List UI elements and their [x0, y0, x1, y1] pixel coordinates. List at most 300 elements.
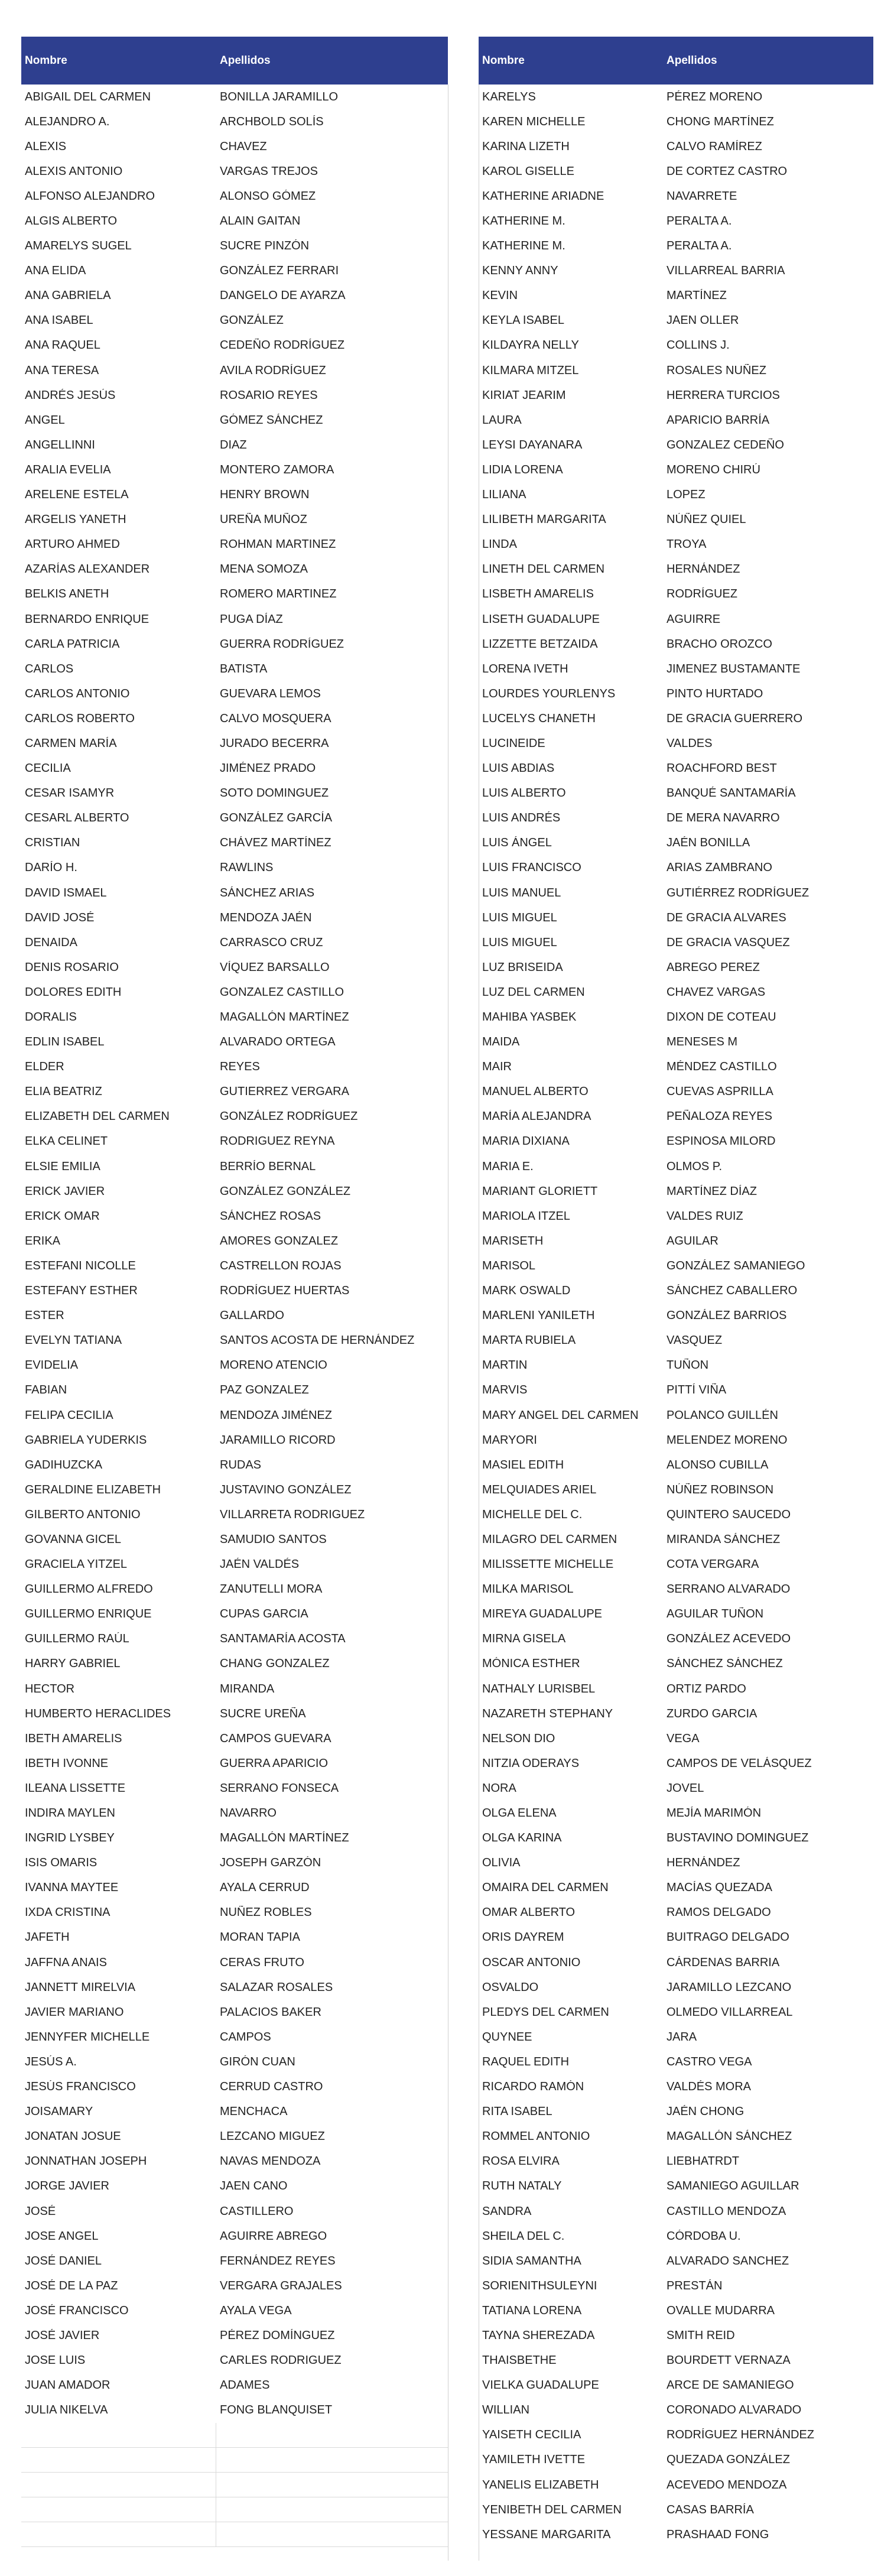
table-row: [479, 980, 873, 1005]
nombre-cell: ANA GABRIELA: [25, 289, 111, 303]
nombre-cell: ALEXIS: [25, 139, 67, 153]
table-row: [21, 1552, 448, 1577]
apellidos-cell: NÚÑEZ QUIEL: [667, 513, 746, 527]
nombre-cell: MARÍA ALEJANDRA: [482, 1110, 591, 1123]
apellidos-cell: SANTAMARÍA ACOSTA: [220, 1632, 346, 1646]
apellidos-cell: LEZCANO MIGUEZ: [220, 2130, 325, 2143]
apellidos-cell: JARA: [667, 2030, 697, 2044]
apellidos-cell: MIRANDA SÁNCHEZ: [667, 1532, 781, 1546]
table-row: [21, 1826, 448, 1851]
nombre-cell: OSCAR ANTONIO: [482, 1955, 581, 1969]
apellidos-cell: QUEZADA GONZÁLEZ: [667, 2453, 790, 2467]
table-row: [21, 184, 448, 209]
apellidos-cell: NAVARRO: [220, 1807, 277, 1820]
apellidos-cell: VALDÉS MORA: [667, 2080, 751, 2094]
apellidos-cell: PÉREZ DOMÍNGUEZ: [220, 2328, 335, 2342]
nombre-cell: GOVANNA GICEL: [25, 1532, 122, 1546]
table-row: [479, 905, 873, 930]
table-row: [479, 881, 873, 905]
table-row: [479, 184, 873, 209]
table-row: [21, 1005, 448, 1029]
nombre-cell: NORA: [482, 1781, 516, 1795]
table-row: [21, 1602, 448, 1627]
apellidos-cell: GUERRA RODRÍGUEZ: [220, 637, 344, 651]
apellidos-cell: JOSEPH GARZÓN: [220, 1856, 321, 1870]
table-row: [479, 333, 873, 358]
table-row: [21, 284, 448, 308]
nombre-cell: GUILLERMO RAÚL: [25, 1632, 129, 1646]
apellidos-cell: CERRUD CASTRO: [220, 2080, 323, 2094]
table-row: [21, 2000, 448, 2025]
nombre-cell: LUCINEIDE: [482, 736, 545, 750]
table-row: [21, 1055, 448, 1080]
apellidos-cell: CEDEÑO RODRÍGUEZ: [220, 339, 345, 352]
apellidos-cell: ABREGO PEREZ: [667, 960, 760, 974]
table-row: [479, 806, 873, 831]
nombre-cell: DAVID JOSÉ: [25, 911, 95, 924]
nombre-cell: LUIS ABDIAS: [482, 762, 555, 775]
nombre-cell: KATHERINE ARIADNE: [482, 189, 604, 203]
apellidos-cell: JIMÉNEZ PRADO: [220, 762, 316, 775]
apellidos-cell: MAGALLÓN MARTÍNEZ: [220, 1831, 349, 1845]
nombre-cell: JAFFNA ANAIS: [25, 1955, 107, 1969]
table-row: [479, 706, 873, 731]
table-row: [479, 1950, 873, 1975]
table-row: [21, 333, 448, 358]
apellidos-cell: GONZÁLEZ FERRARI: [220, 264, 339, 278]
table-row: [21, 1403, 448, 1428]
table-row: [479, 483, 873, 508]
nombre-cell: ARALIA EVELIA: [25, 463, 111, 476]
table-row: [21, 234, 448, 259]
table-row: [21, 582, 448, 607]
apellidos-cell: RODRÍGUEZ HERNÁNDEZ: [667, 2428, 815, 2442]
nombre-cell: ALFONSO ALEJANDRO: [25, 189, 155, 203]
table-row: [479, 508, 873, 532]
empty-table-row: [21, 2473, 448, 2497]
header-apellidos: Apellidos: [220, 54, 271, 67]
table-row: [479, 1577, 873, 1602]
apellidos-cell: MELENDEZ MORENO: [667, 1433, 788, 1447]
table-row: [479, 582, 873, 607]
nombre-cell: INDIRA MAYLEN: [25, 1807, 115, 1820]
table-row: [21, 85, 448, 109]
empty-cell: [21, 2522, 216, 2547]
table-row: [21, 109, 448, 134]
header-gap: [448, 37, 479, 85]
apellidos-cell: DANGELO DE AYARZA: [220, 289, 346, 303]
table-row: [479, 85, 873, 109]
nombre-cell: MAIR: [482, 1060, 512, 1074]
nombre-cell: KILMARA MITZEL: [482, 363, 579, 377]
apellidos-cell: AGUIRRE: [667, 612, 721, 626]
apellidos-cell: SOTO DOMINGUEZ: [220, 787, 329, 800]
nombre-cell: NAZARETH STEPHANY: [482, 1707, 613, 1720]
table-row: [21, 557, 448, 582]
table-row: [479, 1652, 873, 1677]
nombre-cell: MARIA DIXIANA: [482, 1135, 570, 1148]
apellidos-cell: MORENO ATENCIO: [220, 1359, 327, 1372]
table-row: [479, 358, 873, 383]
table-row: [21, 955, 448, 980]
apellidos-cell: AGUIRRE ABREGO: [220, 2229, 327, 2243]
nombre-cell: INGRID LYSBEY: [25, 1831, 115, 1845]
nombre-cell: ELSIE EMILIA: [25, 1159, 100, 1173]
nombre-cell: MILAGRO DEL CARMEN: [482, 1532, 617, 1546]
nombre-cell: RAQUEL EDITH: [482, 2055, 570, 2068]
nombre-cell: ELDER: [25, 1060, 64, 1074]
table-row: [479, 408, 873, 433]
table-row: [479, 1975, 873, 2000]
apellidos-cell: CALVO MOSQUERA: [220, 712, 331, 725]
table-row: [21, 1353, 448, 1378]
empty-cell: [21, 2497, 216, 2522]
table-row: [479, 1428, 873, 1453]
nombre-cell: ABIGAIL DEL CARMEN: [25, 90, 151, 103]
nombre-cell: SANDRA: [482, 2204, 532, 2218]
apellidos-cell: JAÉN VALDÉS: [220, 1558, 300, 1571]
nombre-cell: JESÚS FRANCISCO: [25, 2080, 136, 2094]
apellidos-cell: NÚÑEZ ROBINSON: [667, 1483, 774, 1496]
table-row: [21, 483, 448, 508]
nombre-cell: JAFETH: [25, 1931, 70, 1944]
apellidos-cell: CUEVAS ASPRILLA: [667, 1085, 773, 1099]
table-row: [479, 2199, 873, 2224]
nombre-cell: DORALIS: [25, 1011, 77, 1024]
table-row: [21, 1154, 448, 1179]
nombre-cell: JANNETT MIRELVIA: [25, 1980, 136, 1994]
apellidos-cell: SUCRE UREÑA: [220, 1707, 306, 1720]
apellidos-cell: ESPINOSA MILORD: [667, 1135, 776, 1148]
table-row: [479, 1876, 873, 1901]
apellidos-cell: JIMENEZ BUSTAMANTE: [667, 662, 801, 675]
nombre-cell: OMAIRA DEL CARMEN: [482, 1881, 609, 1895]
table-row: [21, 1428, 448, 1453]
nombre-cell: HARRY GABRIEL: [25, 1657, 121, 1671]
apellidos-cell: GUTIERREZ VERGARA: [220, 1085, 349, 1099]
apellidos-cell: NAVARRETE: [667, 189, 737, 203]
nombre-cell: MARISOL: [482, 1259, 536, 1272]
nombre-cell: LEYSI DAYANARA: [482, 438, 583, 451]
apellidos-cell: PEÑALOZA REYES: [667, 1110, 772, 1123]
nombre-cell: KARELYS: [482, 90, 536, 103]
table-row: [21, 2174, 448, 2199]
nombre-cell: CECILIA: [25, 762, 71, 775]
table-row: [21, 2323, 448, 2348]
apellidos-cell: HENRY BROWN: [220, 488, 310, 502]
table-row: [479, 1701, 873, 1726]
table-row: [21, 1701, 448, 1726]
apellidos-cell: AYALA CERRUD: [220, 1881, 310, 1895]
apellidos-cell: JOVEL: [667, 1781, 704, 1795]
apellidos-cell: CASTILLO MENDOZA: [667, 2204, 786, 2218]
table-row: [21, 756, 448, 781]
apellidos-cell: GUTIÉRREZ RODRÍGUEZ: [667, 886, 810, 899]
table-row: [479, 2075, 873, 2100]
nombre-cell: MARTA RUBIELA: [482, 1334, 576, 1347]
table-row: [21, 632, 448, 657]
apellidos-cell: VEGA: [667, 1732, 700, 1745]
nombre-cell: LUIS MIGUEL: [482, 911, 557, 924]
nombre-cell: OSVALDO: [482, 1980, 539, 1994]
nombre-cell: DENAIDA: [25, 935, 77, 949]
nombre-cell: KARINA LIZETH: [482, 139, 570, 153]
nombre-cell: LORENA IVETH: [482, 662, 568, 675]
apellidos-cell: BOURDETT VERNAZA: [667, 2354, 791, 2367]
nombre-cell: ORIS DAYREM: [482, 1931, 564, 1944]
apellidos-cell: PERALTA A.: [667, 239, 732, 253]
nombre-cell: ELIZABETH DEL CARMEN: [25, 1110, 170, 1123]
nombre-cell: LISBETH AMARELIS: [482, 587, 594, 601]
apellidos-cell: BERRÍO BERNAL: [220, 1159, 316, 1173]
table-row: [21, 681, 448, 706]
apellidos-cell: VILLARRETA RODRIGUEZ: [220, 1508, 365, 1521]
nombre-cell: MIRNA GISELA: [482, 1632, 566, 1646]
table-row: [21, 2373, 448, 2398]
apellidos-cell: HERRERA TURCIOS: [667, 388, 780, 402]
apellidos-cell: CHAVEZ: [220, 139, 267, 153]
nombre-cell: YAISETH CECILIA: [482, 2428, 581, 2442]
nombre-cell: IBETH AMARELIS: [25, 1732, 122, 1745]
nombre-cell: GUILLERMO ENRIQUE: [25, 1607, 152, 1621]
table-row: [21, 2273, 448, 2298]
nombre-cell: SIDIA SAMANTHA: [482, 2254, 581, 2268]
nombre-cell: NITZIA ODERAYS: [482, 1756, 580, 1770]
nombre-cell: KAROL GISELLE: [482, 164, 574, 178]
apellidos-cell: BUITRAGO DELGADO: [667, 1931, 789, 1944]
nombre-cell: ARELENE ESTELA: [25, 488, 129, 502]
nombre-cell: NELSON DIO: [482, 1732, 555, 1745]
table-row: [21, 1975, 448, 2000]
table-row: [479, 457, 873, 482]
nombre-cell: MARLENI YANILETH: [482, 1309, 595, 1323]
table-row: [21, 731, 448, 756]
table-row: [479, 284, 873, 308]
apellidos-cell: RODRIGUEZ REYNA: [220, 1135, 335, 1148]
apellidos-cell: RAWLINS: [220, 861, 274, 875]
table-row: [479, 2298, 873, 2323]
apellidos-cell: ROACHFORD BEST: [667, 762, 777, 775]
apellidos-cell: GIRÓN CUAN: [220, 2055, 295, 2068]
nombre-cell: AZARÍAS ALEXANDER: [25, 563, 150, 576]
table-row: [479, 1453, 873, 1477]
apellidos-cell: PRASHAAD FONG: [667, 2528, 769, 2541]
table-row: [21, 1776, 448, 1801]
nombre-cell: ROSA ELVIRA: [482, 2155, 560, 2168]
apellidos-cell: OLMEDO VILLARREAL: [667, 2005, 793, 2019]
nombre-cell: JAVIER MARIANO: [25, 2005, 124, 2019]
nombre-cell: JOSE LUIS: [25, 2354, 86, 2367]
apellidos-cell: FONG BLANQUISET: [220, 2403, 333, 2417]
table-row: [479, 1751, 873, 1776]
nombre-cell: LINETH DEL CARMEN: [482, 563, 605, 576]
table-row: [21, 2398, 448, 2423]
nombre-cell: CARLOS ROBERTO: [25, 712, 135, 725]
nombre-cell: MELQUIADES ARIEL: [482, 1483, 597, 1496]
apellidos-cell: CHAVEZ VARGAS: [667, 985, 766, 999]
nombre-cell: CARMEN MARÍA: [25, 736, 117, 750]
table-row: [21, 433, 448, 457]
apellidos-cell: SÁNCHEZ ARIAS: [220, 886, 315, 899]
table-row: [479, 955, 873, 980]
nombre-cell: JONNATHAN JOSEPH: [25, 2155, 147, 2168]
nombre-cell: CARLOS: [25, 662, 74, 675]
nombre-cell: KEYLA ISABEL: [482, 314, 564, 327]
nombre-cell: MÓNICA ESTHER: [482, 1657, 580, 1671]
nombre-cell: JOSÉ FRANCISCO: [25, 2304, 129, 2317]
table-row: [21, 1129, 448, 1154]
apellidos-cell: MIRANDA: [220, 1682, 275, 1695]
apellidos-cell: APARICIO BARRÍA: [667, 413, 770, 427]
empty-cell: [216, 2473, 448, 2497]
nombre-cell: MILKA MARISOL: [482, 1583, 574, 1596]
apellidos-cell: AYALA VEGA: [220, 2304, 292, 2317]
table-row: [21, 2049, 448, 2074]
nombre-cell: BELKIS ANETH: [25, 587, 109, 601]
nombre-cell: LINDA: [482, 538, 517, 551]
table-row: [21, 308, 448, 333]
apellidos-cell: DE CORTEZ CASTRO: [667, 164, 788, 178]
table-row: [479, 2423, 873, 2448]
empty-table-row: [21, 2448, 448, 2473]
empty-cell: [21, 2423, 216, 2448]
table-row: [479, 1552, 873, 1577]
table-row: [479, 1677, 873, 1701]
table-row: [479, 1229, 873, 1253]
apellidos-cell: JURADO BECERRA: [220, 736, 329, 750]
nombre-cell: JOSÉ: [25, 2204, 56, 2218]
apellidos-cell: ARCE DE SAMANIEGO: [667, 2379, 794, 2392]
nombre-cell: LUZ BRISEIDA: [482, 960, 563, 974]
nombre-cell: GILBERTO ANTONIO: [25, 1508, 141, 1521]
apellidos-cell: LOPEZ: [667, 488, 706, 502]
nombre-cell: CARLA PATRICIA: [25, 637, 120, 651]
table-row: [21, 159, 448, 184]
table-header: [21, 37, 448, 85]
apellidos-cell: CAMPOS GUEVARA: [220, 1732, 331, 1745]
table-row: [21, 980, 448, 1005]
nombre-cell: WILLIAN: [482, 2403, 530, 2417]
apellidos-cell: JAEN OLLER: [667, 314, 739, 327]
table-row: [21, 209, 448, 233]
nombre-cell: AMARELYS SUGEL: [25, 239, 132, 253]
nombre-cell: CESARL ALBERTO: [25, 811, 129, 825]
apellidos-cell: RODRÍGUEZ HUERTAS: [220, 1284, 350, 1298]
apellidos-cell: MORENO CHIRÚ: [667, 463, 760, 476]
apellidos-cell: VALDES: [667, 736, 713, 750]
table-row: [21, 508, 448, 532]
apellidos-cell: RAMOS DELGADO: [667, 1906, 771, 1919]
table-row: [479, 2125, 873, 2149]
nombre-cell: VIELKA GUADALUPE: [482, 2379, 599, 2392]
nombre-cell: ALEJANDRO A.: [25, 115, 110, 128]
apellidos-cell: GUERRA APARICIO: [220, 1756, 329, 1770]
table-row: [479, 2348, 873, 2373]
table-row: [479, 1403, 873, 1428]
nombre-cell: CESAR ISAMYR: [25, 787, 115, 800]
table-row: [479, 2473, 873, 2497]
table-row: [479, 1602, 873, 1627]
nombre-cell: SORIENITHSULEYNI: [482, 2279, 597, 2292]
apellidos-cell: DE MERA NAVARRO: [667, 811, 780, 825]
nombre-cell: LUIS MIGUEL: [482, 935, 557, 949]
apellidos-cell: CASTRELLON ROJAS: [220, 1259, 342, 1272]
table-row: [479, 632, 873, 657]
apellidos-cell: UREÑA MUÑOZ: [220, 513, 307, 527]
apellidos-cell: CAMPOS: [220, 2030, 271, 2044]
table-row: [21, 2025, 448, 2049]
apellidos-cell: MEJÍA MARIMÓN: [667, 1807, 762, 1820]
table-row: [21, 1105, 448, 1129]
apellidos-cell: GALLARDO: [220, 1309, 284, 1323]
nombre-cell: LUIS ANDRÉS: [482, 811, 561, 825]
nombre-cell: ELKA CELINET: [25, 1135, 108, 1148]
apellidos-cell: GONZÁLEZ BARRIOS: [667, 1309, 787, 1323]
apellidos-cell: CARRASCO CRUZ: [220, 935, 323, 949]
apellidos-cell: CUPAS GARCIA: [220, 1607, 308, 1621]
empty-cell: [216, 2497, 448, 2522]
apellidos-cell: VERGARA GRAJALES: [220, 2279, 342, 2292]
nombre-cell: ANA ISABEL: [25, 314, 93, 327]
apellidos-cell: TUÑON: [667, 1359, 709, 1372]
table-row: [479, 2000, 873, 2025]
apellidos-cell: SERRANO ALVARADO: [667, 1583, 791, 1596]
nombre-cell: MAIDA: [482, 1035, 520, 1049]
nombre-cell: IXDA CRISTINA: [25, 1906, 110, 1919]
apellidos-cell: GONZÁLEZ ACEVEDO: [667, 1632, 791, 1646]
apellidos-cell: RODRÍGUEZ: [667, 587, 737, 601]
apellidos-cell: MENA SOMOZA: [220, 563, 308, 576]
apellidos-cell: SERRANO FONSECA: [220, 1781, 339, 1795]
apellidos-cell: PITTÍ VIÑA: [667, 1383, 727, 1397]
nombre-cell: KILDAYRA NELLY: [482, 339, 579, 352]
apellidos-cell: CALVO RAMÍREZ: [667, 139, 762, 153]
table-row: [479, 532, 873, 557]
apellidos-cell: ORTIZ PARDO: [667, 1682, 746, 1695]
nombre-cell: NATHALY LURISBEL: [482, 1682, 596, 1695]
apellidos-cell: CORONADO ALVARADO: [667, 2403, 802, 2417]
apellidos-cell: CHANG GONZALEZ: [220, 1657, 330, 1671]
apellidos-cell: MENDOZA JAÉN: [220, 911, 312, 924]
nombre-cell: MARIOLA ITZEL: [482, 1209, 570, 1223]
apellidos-cell: ZANUTELLI MORA: [220, 1583, 323, 1596]
table-row: [479, 2497, 873, 2522]
apellidos-cell: MÉNDEZ CASTILLO: [667, 1060, 777, 1074]
nombre-cell: MIREYA GUADALUPE: [482, 1607, 603, 1621]
nombre-cell: ILEANA LISSETTE: [25, 1781, 126, 1795]
apellidos-cell: GONZÁLEZ: [220, 314, 284, 327]
nombre-cell: JORGE JAVIER: [25, 2179, 109, 2193]
table-row: [479, 2323, 873, 2348]
apellidos-cell: JARAMILLO RICORD: [220, 1433, 336, 1447]
apellidos-cell: ALONSO GÓMEZ: [220, 189, 316, 203]
apellidos-cell: ACEVEDO MENDOZA: [667, 2478, 787, 2491]
apellidos-cell: CARLES RODRIGUEZ: [220, 2354, 342, 2367]
nombre-cell: PLEDYS DEL CARMEN: [482, 2005, 609, 2019]
table-row: [21, 1627, 448, 1652]
apellidos-cell: JUSTAVINO GONZÁLEZ: [220, 1483, 352, 1496]
apellidos-cell: CASTRO VEGA: [667, 2055, 752, 2068]
apellidos-cell: PRESTÁN: [667, 2279, 723, 2292]
apellidos-cell: MAGALLÓN MARTÍNEZ: [220, 1011, 349, 1024]
nombre-cell: MAHIBA YASBEK: [482, 1011, 577, 1024]
nombre-cell: MARYORI: [482, 1433, 537, 1447]
table-row: [479, 1055, 873, 1080]
apellidos-cell: JARAMILLO LEZCANO: [667, 1980, 792, 1994]
apellidos-cell: PERALTA A.: [667, 215, 732, 228]
apellidos-cell: SANTOS ACOSTA DE HERNÁNDEZ: [220, 1334, 415, 1347]
nombre-cell: KAREN MICHELLE: [482, 115, 586, 128]
